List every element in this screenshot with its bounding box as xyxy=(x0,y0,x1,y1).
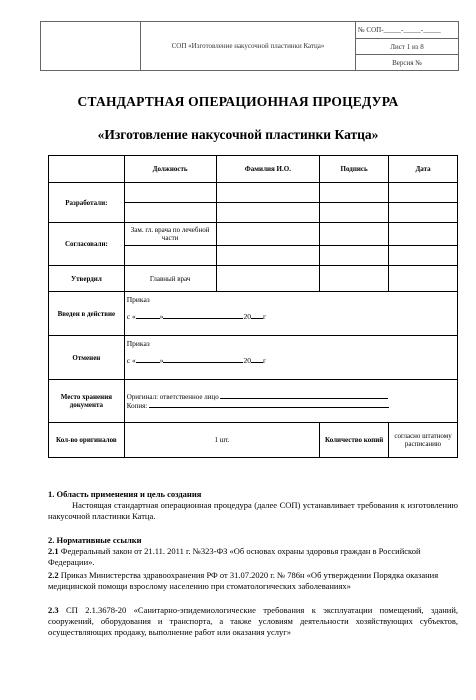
section1-heading: 1. Область применения и цель создания xyxy=(48,489,202,499)
cancelled-order-cell[interactable] xyxy=(124,336,457,380)
cancelled-order-line: с « » 20 г xyxy=(126,356,267,365)
table-cell[interactable] xyxy=(216,183,320,203)
storage-original-blank[interactable] xyxy=(220,392,388,399)
order-year-suffix: г xyxy=(262,312,267,321)
col-date: Дата xyxy=(389,156,458,183)
reference-2-3 xyxy=(48,605,458,638)
reference-2-2-text: Приказ Министерства здравоохранения РФ от 31.07.2020 г. № 786н «Об утверждении Порядка оказания медицинской помощи взрослому населению при стоматологических заболеваниях» xyxy=(48,570,439,591)
table-cell[interactable] xyxy=(389,266,458,292)
document-header xyxy=(40,21,459,71)
storage-original-line xyxy=(127,392,455,401)
col-name: Фамилия И.О. xyxy=(216,156,320,183)
table-row xyxy=(49,223,458,246)
introduced-order-line: с « » 20 г xyxy=(126,312,267,321)
header-sheet: Лист 1 из 8 xyxy=(356,39,459,55)
table-header-row xyxy=(49,156,458,183)
table-row xyxy=(49,336,458,380)
introduced-order-cell[interactable] xyxy=(124,292,457,336)
storage-cell[interactable] xyxy=(124,380,457,423)
table-cell[interactable] xyxy=(216,223,320,246)
table-row xyxy=(49,423,458,458)
row-label-count: Кол-во оригиналов xyxy=(49,423,125,458)
table-cell[interactable] xyxy=(320,223,389,246)
approval-table xyxy=(48,155,458,458)
row-label-cancelled: Отменен xyxy=(49,336,125,380)
order-from-label: с « xyxy=(126,356,136,365)
copies-count-value: согласно штатному расписанию xyxy=(389,423,458,458)
reference-2-3-number: 2.3 xyxy=(48,605,59,615)
row-label-developed: Разработали: xyxy=(49,183,125,223)
order-year-label: 20 xyxy=(243,312,251,321)
order-month-blank[interactable] xyxy=(163,356,243,363)
row-label-approved: Утвердил xyxy=(49,266,125,292)
section1-text: Настоящая стандартная операционная процедура (далее СОП) устанавливает требования к изготовлению накусочной пластинки Катца. xyxy=(48,500,458,521)
table-cell[interactable] xyxy=(124,183,216,203)
introduced-order-label: Приказ xyxy=(126,295,150,304)
table-cell[interactable] xyxy=(216,246,320,266)
table-cell[interactable] xyxy=(389,246,458,266)
reference-2-2-number: 2.2 xyxy=(48,570,59,580)
reference-2-2 xyxy=(48,570,458,592)
order-year-suffix: г xyxy=(262,356,267,365)
table-cell[interactable] xyxy=(216,266,320,292)
order-year-label: 20 xyxy=(243,356,251,365)
agreed-position: Зам. гл. врача по лечебной части xyxy=(124,223,216,246)
count-value: 1 шт. xyxy=(124,423,319,458)
storage-original-label: Оригинал: ответственное лицо xyxy=(126,393,219,401)
table-cell[interactable] xyxy=(389,203,458,223)
table-row xyxy=(49,183,458,203)
table-cell[interactable] xyxy=(216,203,320,223)
table-row xyxy=(49,266,458,292)
row-label-storage: Место хранения документа xyxy=(49,380,125,423)
header-sop-number: № СОП-_____-_____-_____ xyxy=(356,22,459,39)
cancelled-order-label: Приказ xyxy=(126,339,150,348)
order-year-blank[interactable] xyxy=(251,356,263,363)
table-cell[interactable] xyxy=(320,246,389,266)
reference-2-3-text: СП 2.1.3678-20 «Санитарно-эпидемиологические требования к эксплуатации помещений, зданий, сооружений, оборудования и транспорта, а также условиям деятельности хозяйствующих субъектов, осуществляющих продажу, выполнение работ или оказания услуг» xyxy=(48,605,458,637)
storage-copies-line xyxy=(127,401,455,410)
header-empty-cell xyxy=(49,156,125,183)
header-doc-name: СОП «Изготовление накусочной пластинки Катца» xyxy=(141,22,356,71)
storage-copies-label: Копия: xyxy=(126,402,148,410)
col-signature: Подпись xyxy=(320,156,389,183)
page-title: СТАНДАРТНАЯ ОПЕРАЦИОННАЯ ПРОЦЕДУРА xyxy=(77,94,399,109)
row-label-agreed: Согласовали: xyxy=(49,223,125,266)
row-label-introduced: Введен в действие xyxy=(49,292,125,336)
table-row xyxy=(49,292,458,336)
order-month-blank[interactable] xyxy=(163,312,243,319)
table-row xyxy=(49,380,458,423)
copies-count-label: Количество копий xyxy=(320,423,389,458)
reference-2-1-number: 2.1 xyxy=(48,546,59,556)
page-subtitle: «Изготовление накусочной пластинки Катца» xyxy=(97,127,379,142)
table-cell[interactable] xyxy=(320,183,389,203)
header-blank-cell xyxy=(41,22,141,71)
col-position: Должность xyxy=(124,156,216,183)
order-day-blank[interactable] xyxy=(136,356,160,363)
table-cell[interactable] xyxy=(320,266,389,292)
table-cell[interactable] xyxy=(124,246,216,266)
header-version: Версия № xyxy=(356,55,459,71)
reference-2-1-text: Федеральный закон от 21.11. 2011 г. №323-ФЗ «Об основах охраны здоровья граждан в Российской Федерации». xyxy=(48,546,421,567)
table-cell[interactable] xyxy=(389,223,458,246)
order-from-label: с « xyxy=(126,312,136,321)
order-year-blank[interactable] xyxy=(251,312,263,319)
reference-2-1 xyxy=(48,546,458,568)
table-cell[interactable] xyxy=(320,203,389,223)
order-day-blank[interactable] xyxy=(136,312,160,319)
storage-copies-blank[interactable] xyxy=(149,401,389,408)
table-cell[interactable] xyxy=(124,203,216,223)
table-cell[interactable] xyxy=(389,183,458,203)
section2-heading: 2. Нормативные ссылки xyxy=(48,535,142,545)
approved-position: Главный врач xyxy=(124,266,216,292)
